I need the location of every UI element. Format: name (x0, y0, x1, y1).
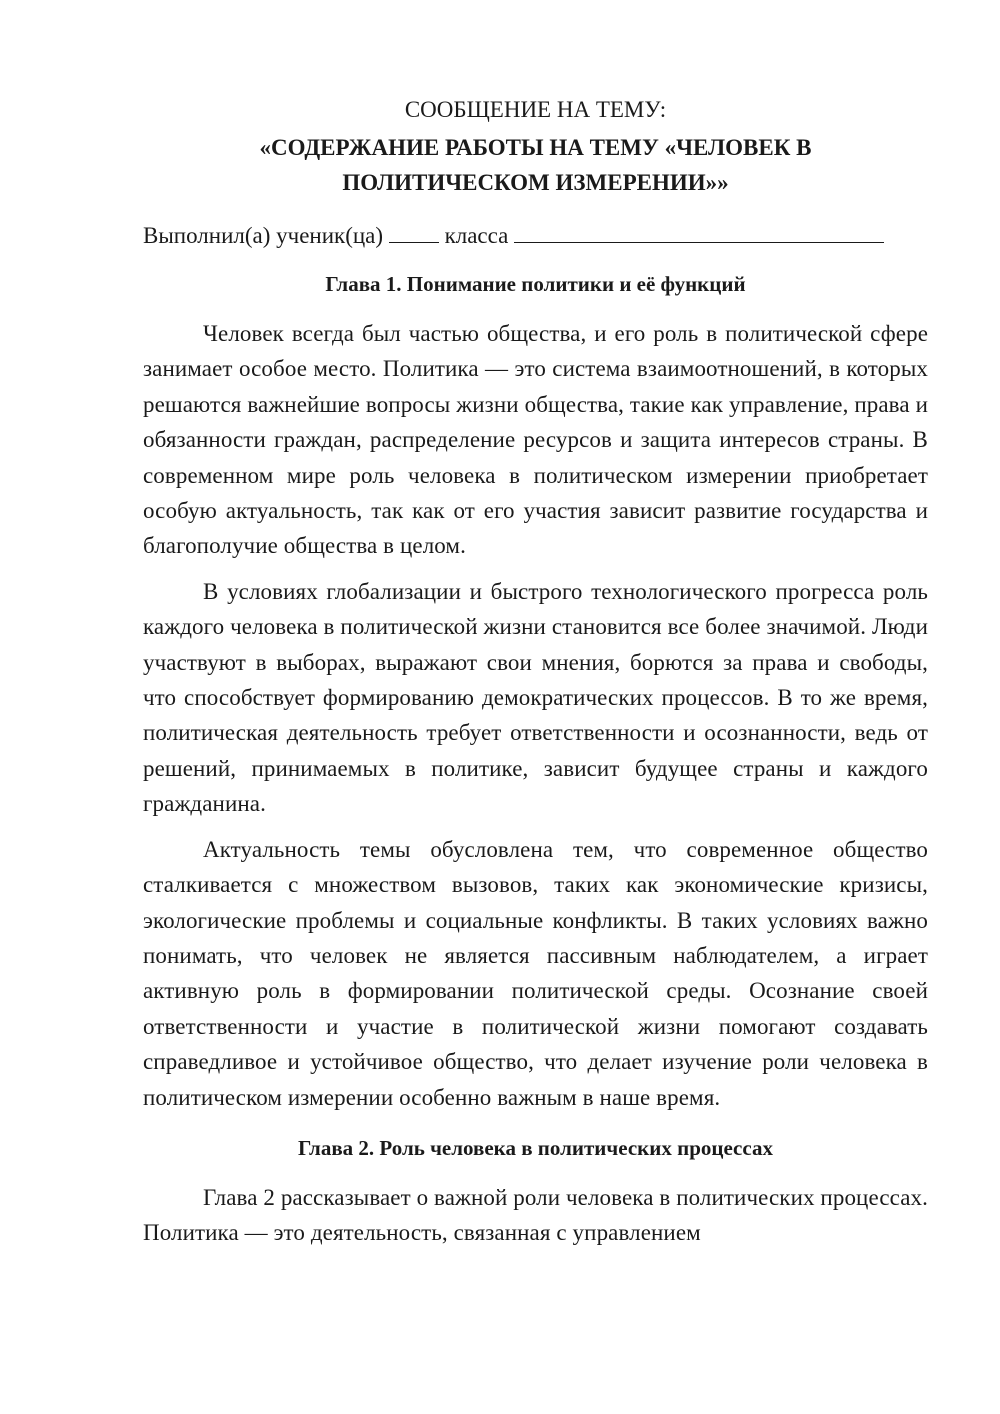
performed-by-label: Выполнил(а) ученик(ца) (143, 223, 384, 248)
chapter-1-paragraph-2: В условиях глобализации и быстрого технологического прогресса роль каждого человека в политической жизни становится все более значимой. Люди участвуют в выборах, выражают свои мнения, борются за права и свободы, что способствует формированию демократических процессов. В то же время, политическая деятельность требует ответственности и осознанности, ведь от решений, принимаемых в политике, зависит будущее страны и каждого гражданина. (143, 578, 928, 817)
document-page (143, 92, 928, 1251)
student-info-line (143, 218, 928, 253)
name-blank-field (514, 220, 884, 243)
topic-title-line-2: ПОЛИТИЧЕСКОМ ИЗМЕРЕНИИ»» (342, 170, 729, 195)
class-label: класса (444, 223, 509, 248)
chapter-2-paragraph-1: Глава 2 рассказывает о важной роли человека в политических процессах. Политика — это деятельность, связанная с управлением (143, 1184, 928, 1246)
chapter-1-paragraph-3: Актуальность темы обусловлена тем, что современное общество сталкивается с множеством вызовов, таких как экономические кризисы, экологические проблемы и социальные конфликты. В таких условиях важно понимать, что человек не является пассивным наблюдателем, а играет активную роль в формировании политической среды. Осознание своей ответственности и участие в политической жизни помогают создавать справедливое и устойчивое общество, что делает изучение роли человека в политическом измерении особенно важным в наше время. (143, 836, 928, 1110)
document-type-heading: СООБЩЕНИЕ НА ТЕМУ: (404, 97, 667, 122)
grade-blank-field (389, 220, 439, 243)
chapter-1-paragraph-1: Человек всегда был частью общества, и его роль в политической сфере занимает особое место. Политика — это система взаимоотношений, в которых решаются важнейшие вопросы жизни общества, такие как управление, права и обязанности граждан, распределение ресурсов и защита интересов страны. В современном мире роль человека в политическом измерении приобретает особую актуальность, так как от его участия зависит развитие государства и благополучие общества в целом. (143, 321, 928, 559)
topic-title-line-1: «СОДЕРЖАНИЕ РАБОТЫ НА ТЕМУ «ЧЕЛОВЕК В (259, 135, 812, 160)
chapter-2-title: Глава 2. Роль человека в политических процессах (298, 1135, 773, 1160)
topic-title (143, 130, 928, 200)
chapter-1-title: Глава 1. Понимание политики и её функций (325, 272, 746, 296)
